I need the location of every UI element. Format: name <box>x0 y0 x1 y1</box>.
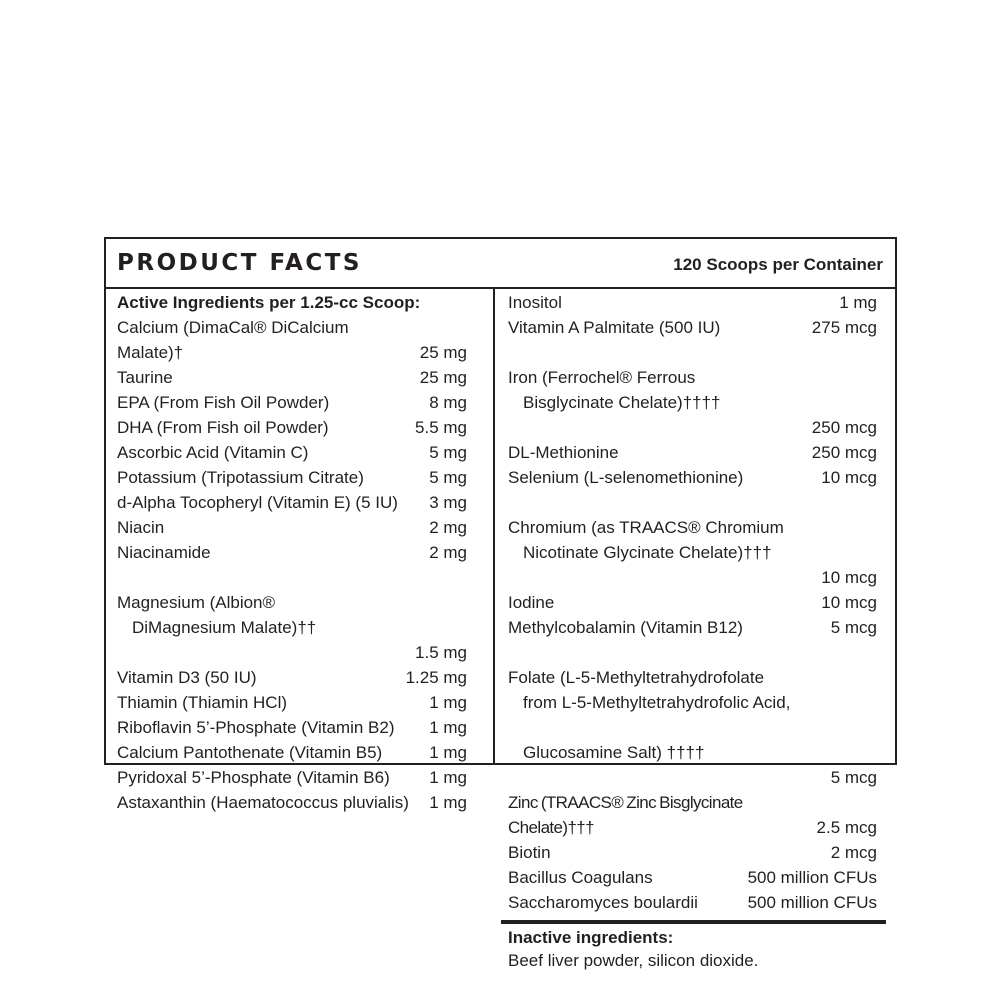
ingredient-name-line: Folate (L-5-Methyltetrahydrofolate <box>508 668 765 687</box>
ingredient-name <box>508 340 721 440</box>
ingredient-row <box>508 865 877 890</box>
ingredient-name <box>117 565 316 665</box>
ingredient-amount: 10 mcg <box>821 593 877 612</box>
ingredient-name: EPA (From Fish Oil Powder) <box>117 393 330 412</box>
ingredient-name-line: Magnesium (Albion® <box>117 593 276 612</box>
ingredient-name-line: Glucosamine Salt) †††† <box>523 743 705 762</box>
column-divider <box>493 289 495 763</box>
ingredient-name: Bacillus Coagulans <box>508 868 653 887</box>
ingredient-name <box>508 490 784 590</box>
ingredient-name: Iodine <box>508 593 555 612</box>
ingredient-row <box>117 565 467 665</box>
ingredient-amount: 1 mg <box>839 293 877 312</box>
ingredient-name: Selenium (L-selenomethionine) <box>508 468 744 487</box>
ingredient-name: Vitamin D3 (50 IU) <box>117 668 257 687</box>
ingredient-amount: 3 mg <box>429 493 467 512</box>
ingredient-row <box>508 640 877 790</box>
ingredient-amount: 2.5 mcg <box>816 818 877 837</box>
ingredient-row <box>508 290 877 315</box>
panel-header <box>106 239 895 289</box>
ingredient-amount: 5 mg <box>429 468 467 487</box>
ingredient-name: Vitamin A Palmitate (500 IU) <box>508 318 721 337</box>
ingredient-row <box>508 315 877 340</box>
ingredient-amount: 275 mcg <box>811 318 877 337</box>
ingredient-amount: 250 mcg <box>811 443 877 462</box>
active-ingredients-heading: Active Ingredients per 1.25-cc Scoop: <box>117 293 421 312</box>
ingredient-name: Thiamin (Thiamin HCl) <box>117 693 288 712</box>
ingredient-name <box>508 640 790 790</box>
ingredient-amount: 5 mcg <box>830 618 877 637</box>
ingredient-amount: 1 mg <box>429 768 467 787</box>
ingredient-name: Inositol <box>508 293 562 312</box>
ingredient-row <box>117 765 467 790</box>
ingredient-row <box>508 615 877 640</box>
ingredient-name: Astaxanthin (Haematococcus pluvialis) <box>117 793 409 812</box>
ingredient-row <box>508 790 877 840</box>
panel-title: PRODUCT FACTS <box>117 250 362 276</box>
ingredient-amount: 1 mg <box>429 718 467 737</box>
additional-ingredients-column <box>508 290 877 973</box>
ingredient-row <box>117 715 467 740</box>
ingredient-amount: 25 mg <box>419 368 467 387</box>
ingredient-amount: 250 mcg <box>811 418 877 437</box>
ingredient-amount: 500 million CFUs <box>747 893 877 912</box>
ingredient-name: Riboflavin 5’-Phosphate (Vitamin B2) <box>117 718 395 737</box>
ingredient-amount: 1 mg <box>429 793 467 812</box>
ingredient-row <box>117 465 467 490</box>
ingredient-amount: 25 mg <box>419 343 467 362</box>
ingredient-row <box>117 440 467 465</box>
inactive-ingredients-label: Inactive ingredients: <box>508 928 674 947</box>
ingredient-row <box>508 465 877 490</box>
ingredient-name: Potassium (Tripotassium Citrate) <box>117 468 364 487</box>
ingredient-row <box>117 540 467 565</box>
ingredient-row <box>117 690 467 715</box>
ingredient-amount: 10 mcg <box>821 468 877 487</box>
ingredient-name-line: Iron (Ferrochel® Ferrous <box>508 368 696 387</box>
servings-per-container: 120 Scoops per Container <box>673 255 883 274</box>
ingredient-name: Niacin <box>117 518 165 537</box>
ingredient-amount: 2 mg <box>429 543 467 562</box>
ingredient-name: Niacinamide <box>117 543 211 562</box>
ingredient-row <box>508 890 877 915</box>
ingredient-name: Biotin <box>508 843 551 862</box>
ingredient-name: DHA (From Fish oil Powder) <box>117 418 329 437</box>
ingredient-row <box>117 665 467 690</box>
ingredient-name: Methylcobalamin (Vitamin B12) <box>508 618 743 637</box>
inactive-ingredients-text: Beef liver powder, silicon dioxide. <box>508 951 759 970</box>
inactive-divider <box>501 920 886 924</box>
ingredient-name-line: from L-5-Methyltetrahydrofolic Acid, <box>523 693 791 712</box>
ingredient-row <box>117 515 467 540</box>
ingredient-row <box>117 790 467 815</box>
ingredient-name: Saccharomyces boulardii <box>508 893 698 912</box>
active-ingredients-column <box>117 290 467 815</box>
ingredient-row <box>508 590 877 615</box>
ingredient-row <box>508 490 877 590</box>
ingredient-name-line: Nicotinate Glycinate Chelate)††† <box>523 543 772 562</box>
ingredient-name-line: Bisglycinate Chelate)†††† <box>523 393 721 412</box>
ingredient-amount: 1.25 mg <box>405 668 467 687</box>
ingredient-amount: 5.5 mg <box>415 418 467 437</box>
ingredient-row <box>117 365 467 390</box>
ingredient-name: Calcium Pantothenate (Vitamin B5) <box>117 743 383 762</box>
ingredient-amount: 1 mg <box>429 743 467 762</box>
ingredient-amount: 5 mcg <box>830 768 877 787</box>
ingredient-name: Ascorbic Acid (Vitamin C) <box>117 443 309 462</box>
ingredient-row <box>117 740 467 765</box>
ingredient-amount: 1 mg <box>429 693 467 712</box>
ingredient-row <box>508 340 877 440</box>
ingredient-name: Pyridoxal 5’-Phosphate (Vitamin B6) <box>117 768 390 787</box>
ingredient-amount: 10 mcg <box>821 568 877 587</box>
ingredient-row <box>117 315 467 365</box>
ingredient-amount: 1.5 mg <box>415 643 467 662</box>
ingredient-row <box>117 415 467 440</box>
ingredient-name: DL-Methionine <box>508 443 619 462</box>
ingredient-name: d-Alpha Tocopheryl (Vitamin E) (5 IU) <box>117 493 398 512</box>
ingredient-amount: 500 million CFUs <box>747 868 877 887</box>
ingredient-amount: 2 mg <box>429 518 467 537</box>
ingredient-name-line: DiMagnesium Malate)†† <box>132 618 317 637</box>
ingredient-amount: 2 mcg <box>830 843 877 862</box>
ingredient-row <box>508 840 877 865</box>
ingredient-row <box>117 390 467 415</box>
ingredient-amount: 8 mg <box>429 393 467 412</box>
ingredient-amount: 5 mg <box>429 443 467 462</box>
ingredient-row <box>508 440 877 465</box>
ingredient-row <box>117 490 467 515</box>
ingredient-name: Zinc (TRAACS® Zinc Bisglycinate Chelate)††† <box>508 793 743 837</box>
product-facts-panel <box>104 237 897 970</box>
ingredient-name: Calcium (DimaCal® DiCalcium Malate)† <box>117 318 349 362</box>
ingredient-name-line: Chromium (as TRAACS® Chromium <box>508 518 784 537</box>
ingredient-name: Taurine <box>117 368 173 387</box>
